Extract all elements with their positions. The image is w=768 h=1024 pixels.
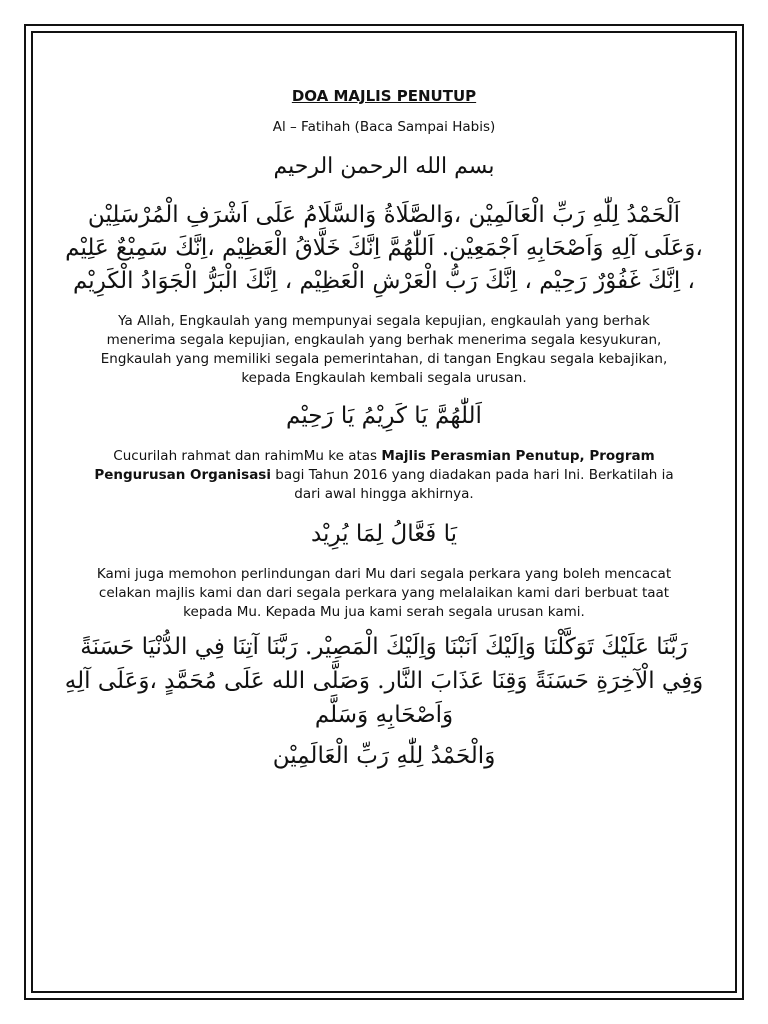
opening-prayer-arabic: اَلْحَمْدُ لِلّٰهِ رَبِّ الْعَالَمِيْن ،وَالصَّلَاةُ وَالسَّلَامُ عَلَى اَشْرَفِ الْمُرْسَلِيْن ،وَعَلَى آلِهِ وَاَصْحَابِهِ اَجْمَعِيْن. اَللّٰهُمَّ اِنَّكَ خَلَّاقُ الْعَظِيْم ،اِنَّكَ سَمِيْعٌ عَلِيْم ، اِنَّكَ غَفُوْرٌ رَحِيْم ، اِنَّكَ رَبُّ الْعَرْشِ الْعَظِيْم ، اِنَّكَ الْبَرُّ الْجَوَادُ الْكَرِيْم — [65, 202, 703, 294]
document-body — [60, 86, 708, 773]
opening-prayer-translation: Ya Allah, Engkaulah yang mempunyai segala kepujian, engkaulah yang berhak menerima segala kepujian, engkaulah yang berhak menerima segala kesyukuran, Engkaulah yang memiliki segala pemerintahan, di tangan Engkau segala kebajikan, kepada Engkaulah kembali segala urusan. — [100, 313, 668, 386]
blessing-text-start: Cucurilah rahmat dan rahimMu ke atas — [113, 448, 382, 464]
blessing-text-end: bagi Tahun 2016 yang diadakan pada hari Ini. Berkatilah ia dari awal hingga akhirnya. — [270, 467, 674, 502]
blessing-paragraph — [60, 447, 708, 504]
invocation-arabic: اَللّٰهُمَّ يَا كَرِيْمُ يَا رَحِيْم — [286, 403, 482, 429]
fa-aal-arabic: يَا فَعَّالُ لِمَا يُرِيْد — [310, 521, 458, 547]
closing-arabic: وَالْحَمْدُ لِلّٰهِ رَبِّ الْعَالَمِيْن — [272, 743, 496, 769]
document-title: DOA MAJLIS PENUTUP — [291, 87, 477, 105]
bismillah-text: بسم الله الرحمن الرحيم — [273, 154, 495, 179]
event-name: Majlis Perasmian Penutup, Program Pengurusan Organisasi — [94, 448, 655, 483]
protection-paragraph: Kami juga memohon perlindungan dari Mu dari segala perkara yang boleh mencacat celakan majlis kami dan dari segala perkara yang melalaikan kami dari berbuat taat kepada Mu. Kepada Mu jua kami serah segala urusan kami. — [96, 566, 672, 620]
rabbana-arabic: رَبَّنَا عَلَيْكَ تَوَكَّلْنَا وَاِلَيْكَ اَنَبْنَا وَاِلَيْكَ الْمَصِيْر. رَبَّنَا آتِنَا فِي الدُّنْيَا حَسَنَةً وَفِي الْآخِرَةِ حَسَنَةً وَقِنَا عَذَابَ النَّار. وَصَلَّى الله عَلَى مُحَمَّدٍ ،وَعَلَى آلِهِ وَاَصْحَابِهِ وَسَلَّم — [64, 634, 704, 728]
document-subtitle: Al – Fatihah (Baca Sampai Habis) — [272, 119, 496, 135]
